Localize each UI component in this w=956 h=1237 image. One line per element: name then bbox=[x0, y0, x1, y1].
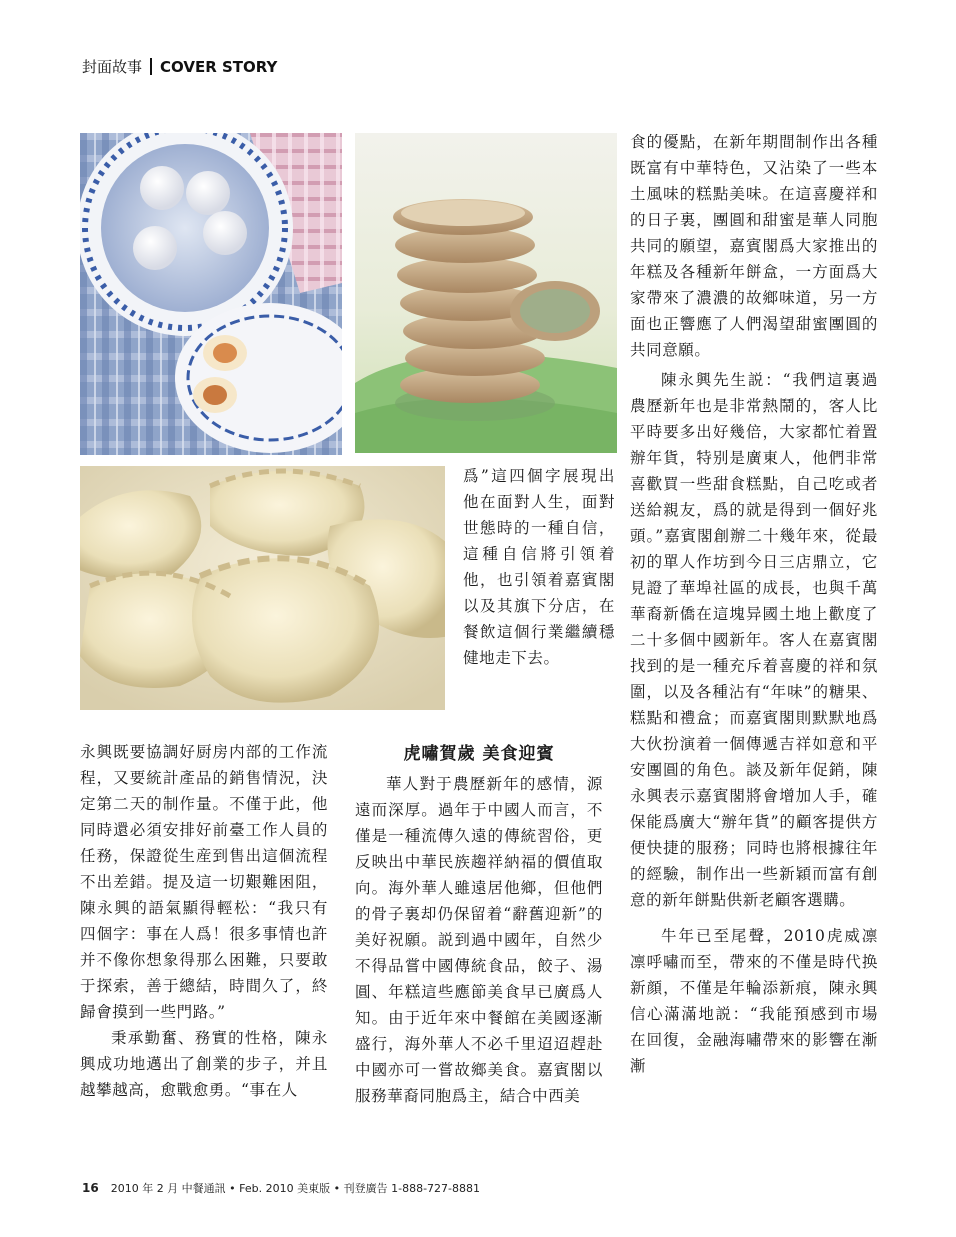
column-right bbox=[630, 129, 878, 1079]
paragraph: 永興既要協調好厨房内部的工作流程，又要統計產品的銷售情況，決定第二天的制作量。不僅于此，他同時還必須安排好前臺工作人員的任務，保證從生産到售出這個流程不出差錯。提及這一切艱難困阻，陳永興的語氣顯得輕松：“我只有四個字：事在人爲！很多事情也許并不像你想象得那么困難，只要敢于探索，善于總結，時間久了，終歸會摸到一些門路。” bbox=[80, 743, 328, 1021]
tangyuan-photo bbox=[80, 133, 342, 455]
paragraph: 華人對于農歷新年的感情，源遠而深厚。過年于中國人而言，不僅是一種流傳久遠的傳統習俗，更反映出中華民族趨祥納福的價值取向。海外華人雖遠居他鄉，但他們的骨子裏却仍保留着“辭舊迎新”的美好祝願。説到過中國年，自然少不得品嘗中國傳統食品，餃子、湯圓、年糕這些應節美食早已廣爲人知。由于近年來中餐館在美國逐漸盛行，海外華人不必千里迢迢趕赴中國亦可一嘗故鄉美食。嘉賓閣以服務華裔同胞爲主，結合中西美 bbox=[355, 775, 603, 1105]
paragraph: 食的優點，在新年期間制作出各種既富有中華特色，又沾染了一些本土風味的糕點美味。在這喜慶祥和的日子裏，團圓和甜蜜是華人同胞共同的願望，嘉賓閣爲大家推出的年糕及各種新年餅盒，一方面爲大家帶來了濃濃的故鄉味道，另一方面也正響應了人們渴望甜蜜團圓的共同意願。 bbox=[630, 133, 878, 359]
column-middle-upper bbox=[463, 463, 615, 671]
column-left bbox=[80, 739, 328, 1103]
footer-text: 2010 年 2 月 中餐通訊 • Feb. 2010 美東版 • 刊登廣告 1-888-727-8881 bbox=[110, 1182, 480, 1195]
paragraph: 牛年已至尾聲，2010虎威凛凛呼嘯而至，帶來的不僅是時代换新顔，不僅是年輪添新痕，陳永興信心滿滿地説：“我能預感到市場在回復，金融海嘯帶來的影響在漸漸 bbox=[630, 927, 878, 1075]
section-header bbox=[82, 56, 277, 77]
dumplings-photo bbox=[80, 466, 445, 710]
column-middle bbox=[355, 741, 603, 1109]
page-number: 16 bbox=[82, 1181, 99, 1195]
section-title-en: COVER STORY bbox=[160, 58, 278, 76]
paragraph: 爲”這四個字展現出他在面對人生，面對世態時的一種自信，這種自信將引領着他，也引領着嘉賓閣以及其旗下分店，在餐飲這個行業繼續穩健地走下去。 bbox=[463, 467, 615, 667]
section-heading: 虎嘯賀歲 美食迎賓 bbox=[403, 744, 555, 764]
header-divider bbox=[150, 58, 152, 75]
page-footer bbox=[82, 1180, 480, 1196]
paragraph: 陳永興先生説：“我們這裏過農歷新年也是非常熱鬧的，客人比平時要多出好幾倍，大家都忙着置辦年貨，特别是廣東人，他們非常喜歡買一些甜食糕點，自己吃或者送給親友，爲的就是得到一個好兆頭。”嘉賓閣創辦二十幾年來，從最初的單人作坊到今日三店鼎立，它見證了華埠社區的成長，也與千萬華裔新僑在這塊异國土地上歡度了二十多個中國新年。客人在嘉賓閣找到的是一種充斥着喜慶的祥和氛圍，以及各種沾有“年味”的糖果、糕點和禮盒；而嘉賓閣則默默地爲大伙扮演着一個傳遞吉祥如意和平安團圓的角色。談及新年促銷，陳永興表示嘉賓閣將會增加人手，確保能爲廣大“辦年貨”的顧客提供方便快捷的服務；同時也將根據往年的經驗，制作出一些新穎而富有創意的新年餅點供新老顧客選購。 bbox=[630, 371, 878, 909]
cookies-photo bbox=[355, 133, 617, 453]
paragraph: 秉承勤奮、務實的性格，陳永興成功地邁出了創業的步子，并且越攀越高，愈戰愈勇。“事在人 bbox=[80, 1029, 328, 1099]
section-title-cn: 封面故事 bbox=[82, 58, 143, 76]
